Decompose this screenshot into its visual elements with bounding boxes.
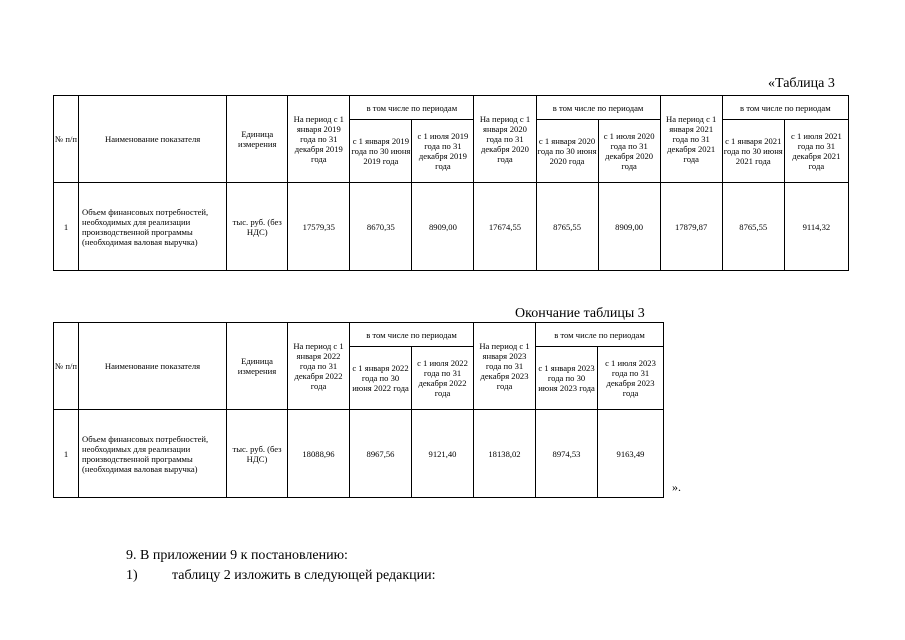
row-number: 1 <box>54 410 79 498</box>
header-period-2023: На период с 1 января 2023 года по 31 декабря 2023 года <box>474 323 536 410</box>
value-2019-h1: 8670,35 <box>350 183 412 271</box>
header-period-2022: На период с 1 января 2022 года по 31 декабря 2022 года <box>288 323 350 410</box>
header-2020-h2: с 1 июля 2020 года по 31 декабря 2020 года <box>598 120 660 183</box>
value-2021-h2: 9114,32 <box>784 183 848 271</box>
row-indicator-name: Объем финансовых потребностей, необходимых для реализации производственной программы (необходимая валовая выручка) <box>79 410 227 498</box>
header-indicator-name: Наименование показателя <box>79 323 227 410</box>
value-2023: 18138,02 <box>474 410 536 498</box>
value-2021-h1: 8765,55 <box>722 183 784 271</box>
header-2023-h1: с 1 января 2023 года по 30 июня 2023 года <box>536 347 598 410</box>
header-2021-h1: с 1 января 2021 года по 30 июня 2021 года <box>722 120 784 183</box>
header-2020-h1: с 1 января 2020 года по 30 июня 2020 года <box>536 120 598 183</box>
row-number: 1 <box>54 183 79 271</box>
table-3-end-caption: Окончание таблицы 3 <box>515 306 645 321</box>
row-unit: тыс. руб. (без НДС) <box>227 183 288 271</box>
table-row <box>54 183 849 271</box>
header-2023-h2: с 1 июля 2023 года по 31 декабря 2023 года <box>598 347 664 410</box>
header-subperiods-2023: в том числе по периодам <box>536 323 664 347</box>
paragraph-9: 9. В приложении 9 к постановлению: <box>126 548 348 563</box>
header-2021-h2: с 1 июля 2021 года по 31 декабря 2021 года <box>784 120 848 183</box>
list-item-number: 1) <box>126 568 138 583</box>
list-item-text: таблицу 2 изложить в следующей редакции: <box>172 568 436 583</box>
value-2021: 17879,87 <box>660 183 722 271</box>
row-unit: тыс. руб. (без НДС) <box>227 410 288 498</box>
header-2019-h1: с 1 января 2019 года по 30 июня 2019 года <box>350 120 412 183</box>
header-period-2021: На период с 1 января 2021 года по 31 декабря 2021 года <box>660 96 722 183</box>
table-3 <box>53 95 849 271</box>
table-row <box>54 410 664 498</box>
value-2020-h1: 8765,55 <box>536 183 598 271</box>
header-subperiods-2021: в том числе по периодам <box>722 96 848 120</box>
header-indicator-name: Наименование показателя <box>79 96 227 183</box>
value-2020-h2: 8909,00 <box>598 183 660 271</box>
header-2022-h1: с 1 января 2022 года по 30 июня 2022 года <box>350 347 412 410</box>
value-2023-h1: 8974,53 <box>536 410 598 498</box>
table-3-caption: «Таблица 3 <box>768 76 835 91</box>
value-2023-h2: 9163,49 <box>598 410 664 498</box>
value-2022: 18088,96 <box>288 410 350 498</box>
header-period-2019: На период с 1 января 2019 года по 31 декабря 2019 года <box>288 96 350 183</box>
header-number: № п/п <box>54 96 79 183</box>
header-2019-h2: с 1 июля 2019 года по 31 декабря 2019 года <box>412 120 474 183</box>
header-subperiods-2020: в том числе по периодам <box>536 96 660 120</box>
value-2022-h1: 8967,56 <box>350 410 412 498</box>
header-unit: Единица измерения <box>227 96 288 183</box>
value-2019: 17579,35 <box>288 183 350 271</box>
header-period-2020: На период с 1 января 2020 года по 31 декабря 2020 года <box>474 96 536 183</box>
header-unit: Единица измерения <box>227 323 288 410</box>
header-subperiods-2022: в том числе по периодам <box>350 323 474 347</box>
header-number: № п/п <box>54 323 79 410</box>
header-2022-h2: с 1 июля 2022 года по 31 декабря 2022 года <box>412 347 474 410</box>
value-2022-h2: 9121,40 <box>412 410 474 498</box>
closing-quote: ». <box>672 480 681 494</box>
header-subperiods-2019: в том числе по периодам <box>350 96 474 120</box>
value-2020: 17674,55 <box>474 183 536 271</box>
table-3-end <box>53 322 664 498</box>
row-indicator-name: Объем финансовых потребностей, необходимых для реализации производственной программы (необходимая валовая выручка) <box>79 183 227 271</box>
value-2019-h2: 8909,00 <box>412 183 474 271</box>
